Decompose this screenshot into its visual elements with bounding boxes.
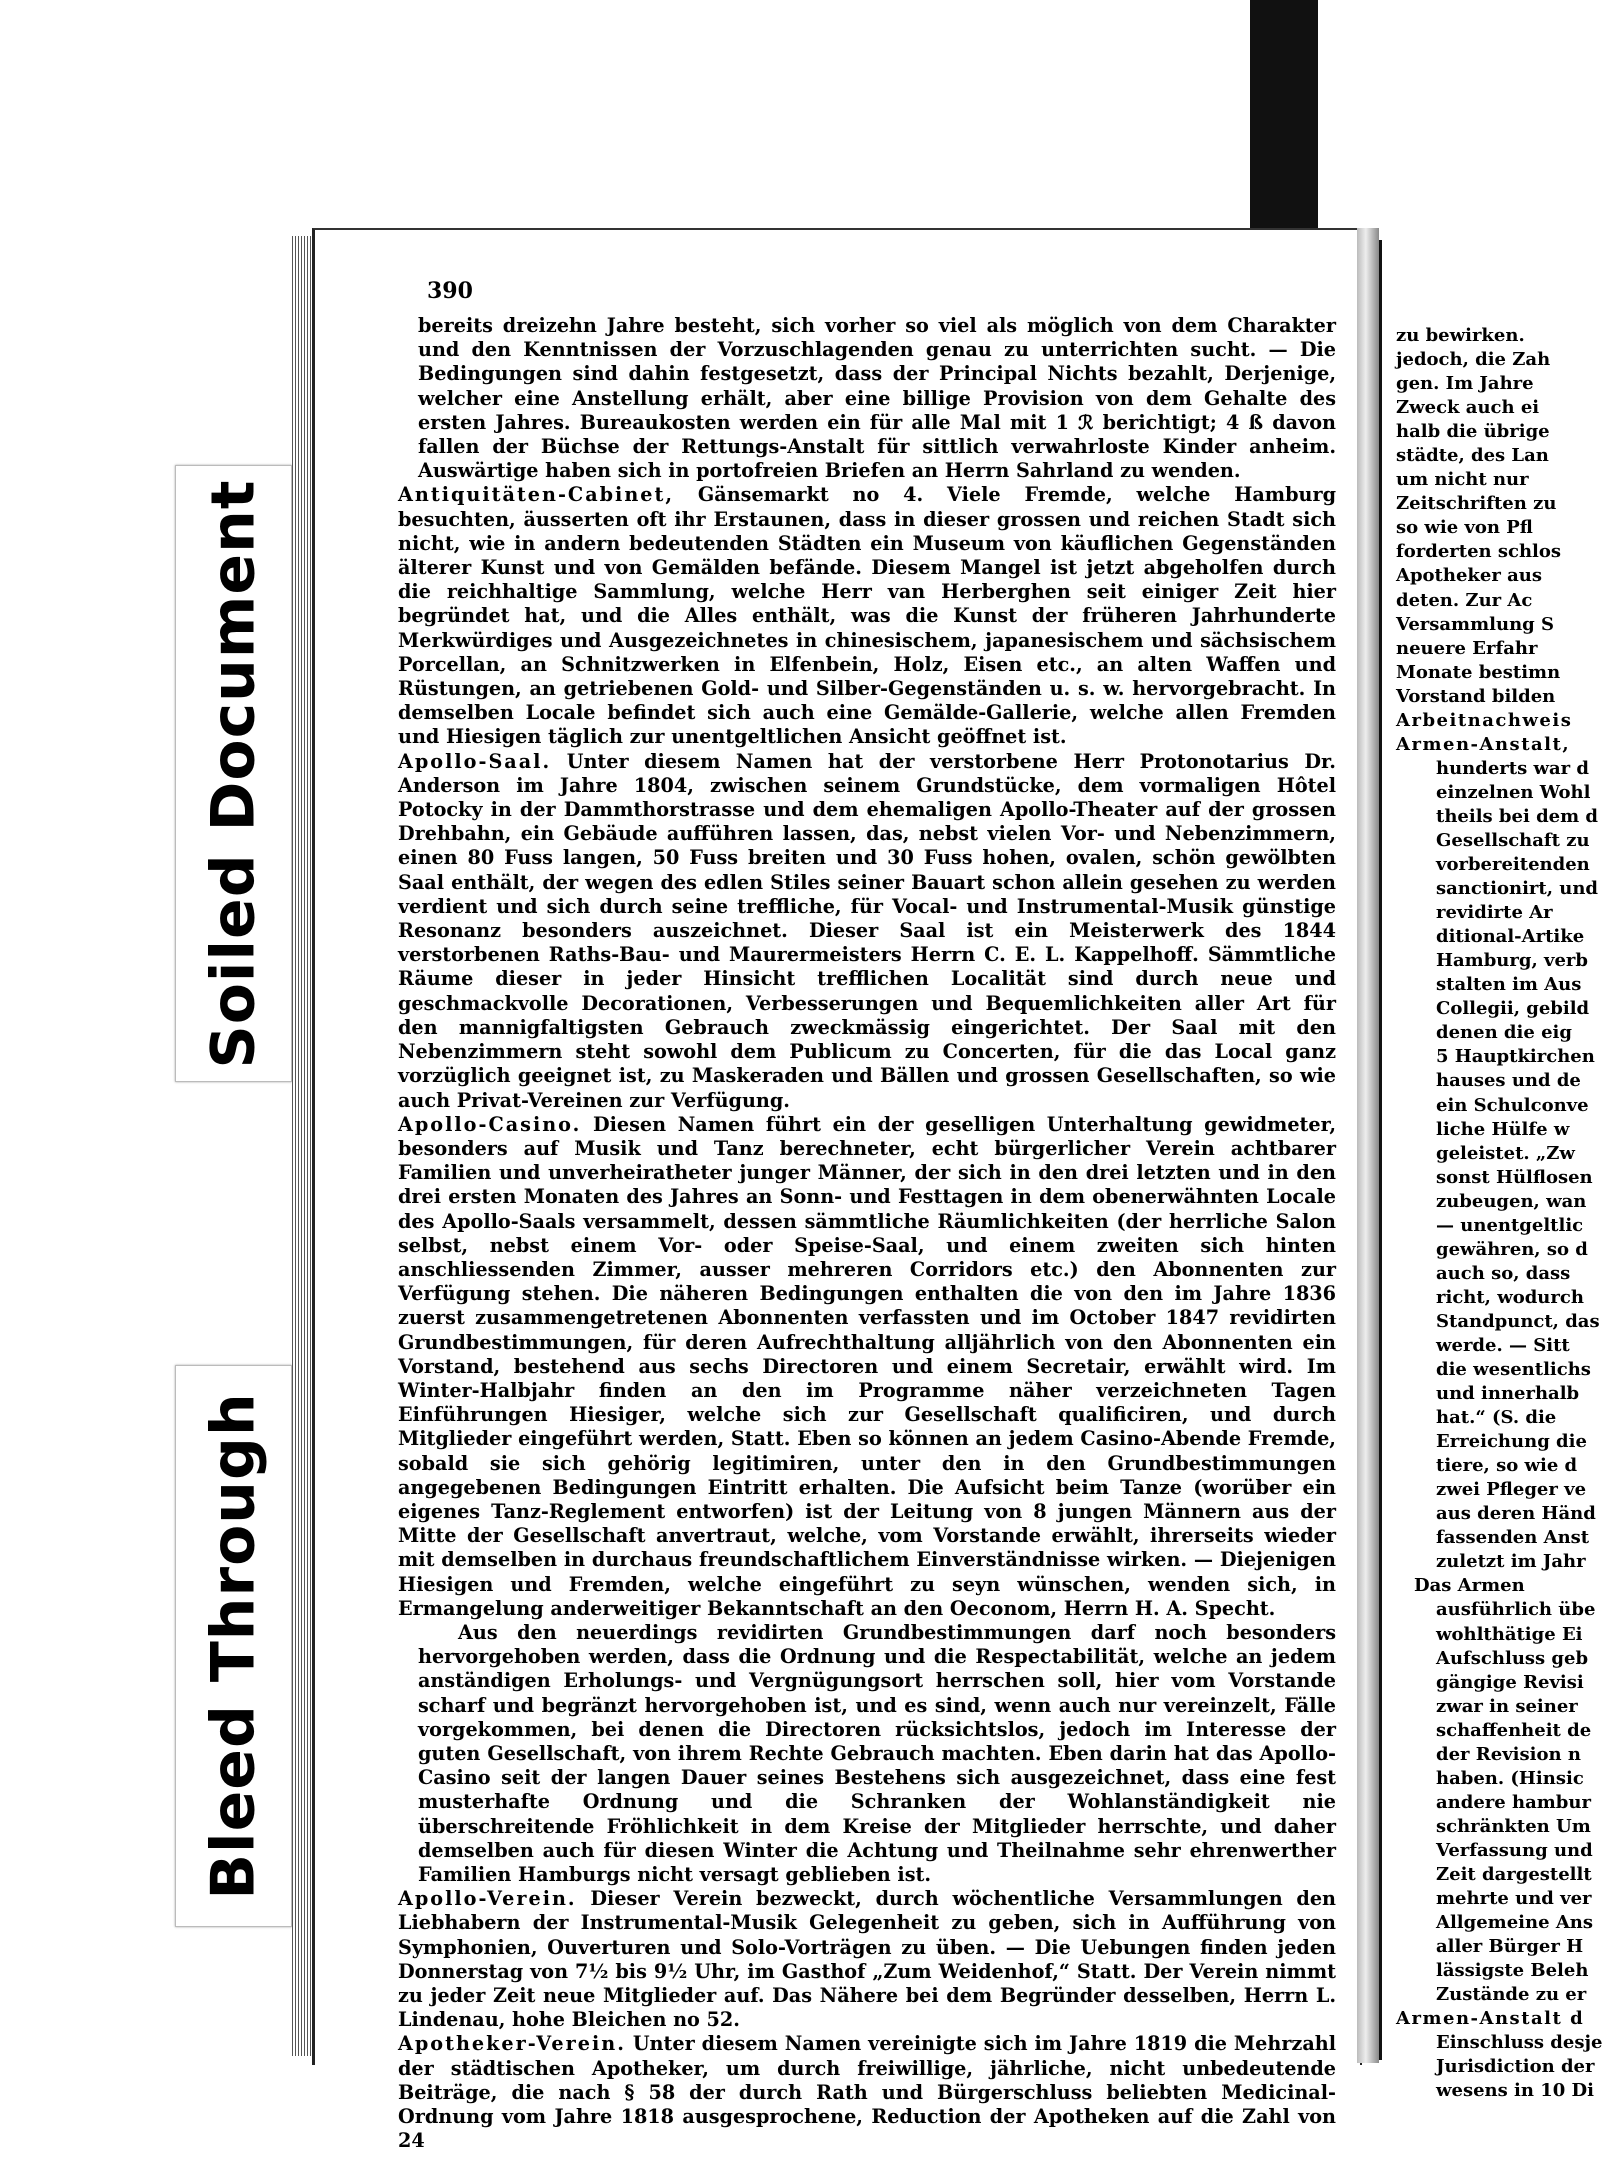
- page-number: 390: [427, 278, 473, 304]
- right-page-line: mehrte und ver: [1436, 1888, 1592, 1910]
- entry-text: Dieser Verein bezweckt, durch wöchentliche Versammlungen den Liebhabern der Instrumental-Musik Gelegenheit zu geben, sich in Aufführung von Symphonien, Ouverturen und Solo-Vorträgen zu üben. — Die Uebungen finden jeden Donnerstag von 7½ bis 9½ Uhr, im Gasthof „Zum Weidenhof,“ Statt. Der Verein nimmt zu jeder Zeit neue Mitglieder auf. Das Nähere bei dem Begründer desselben, Herrn L. Lindenau, hohe Bleichen no 52.: [398, 1887, 1336, 2032]
- right-page-line: zwar in seiner: [1436, 1695, 1578, 1717]
- right-page-line: Versammlung S: [1396, 613, 1555, 635]
- soiled-document-label-text: Soiled Document: [198, 478, 269, 1069]
- right-page-line: 5 Hauptkirchen: [1436, 1046, 1595, 1068]
- right-page-line: die wesentlichs: [1436, 1359, 1591, 1381]
- right-page-line: liche Hülfe w: [1436, 1118, 1570, 1140]
- right-page-line: sonst Hülflosen: [1436, 1166, 1593, 1188]
- right-page-line: lässigste Beleh: [1436, 1960, 1589, 1982]
- right-page-line: schaffenheit de: [1436, 1719, 1592, 1741]
- right-page-line: gen. Im Jahre: [1396, 373, 1534, 395]
- right-page-line: jedoch, die Zah: [1396, 349, 1551, 371]
- right-page-line: Collegii, gebild: [1436, 998, 1590, 1020]
- right-page-line: Arbeitnachweis: [1396, 709, 1573, 731]
- right-page-line: Aufschluss geb: [1436, 1647, 1589, 1669]
- right-page-line: hunderts war d: [1436, 757, 1589, 779]
- right-page-line: und innerhalb: [1436, 1383, 1580, 1405]
- right-page-line: Verfassung und: [1436, 1839, 1593, 1861]
- right-page-line: tiere, so wie d: [1436, 1455, 1578, 1477]
- scan-dark-band: [1250, 0, 1318, 260]
- right-page-line: ein Schulconve: [1436, 1094, 1589, 1116]
- right-page-line: Vorstand bilden: [1396, 685, 1556, 707]
- entry-text: Unter diesem Namen vereinigte sich im Jahre 1819 die Mehrzahl der städtischen Apotheker, um durch freiwillige, jährliche, nicht unbedeutende Beiträge, die nach § 58 der durch Rath und Bürgerschluss beliebten Medicinal-Ordnung vom Jahre 1818 ausgesprochene, Reduction der Apotheken auf die Zahl von 24: [398, 2032, 1336, 2153]
- entry-text: Gänsemarkt no 4. Viele Fremde, welche Hamburg besuchten, äusserten oft ihr Erstaunen, dass in dieser grossen und reichen Stadt sich nicht, wie in andern bedeutenden Städten ein Museum von käuflichen Gegenständen älterer Kunst und von Gemälden befände. Diesem Mangel ist jetzt abgeholfen durch die reichhaltige Sammlung, welche Herr van Herberghen seit einiger Zeit hier begründet hat, und die Alles enthält, was die Kunst der früheren Jahrhunderte Merkwürdiges und Ausgezeichnetes in chinesischem, japanesischem und sächsischem Porcellan, an Schnitzwerken in Elfenbein, Holz, Eisen etc., an alten Waffen und Rüstungen, an getriebenen Gold- und Silber-Gegenständen u. s. w. hervorgebracht. In demselben Locale befindet sich auch eine Gemälde-Gallerie, welche allen Fremden und Hiesigen täglich zur unentgeltlichen Ansicht geöffnet ist.: [398, 483, 1336, 749]
- right-page-line: andere hambur: [1436, 1791, 1591, 1813]
- right-page-line: wesens in 10 Di: [1436, 2080, 1594, 2102]
- right-page-line: forderten schlos: [1396, 541, 1562, 563]
- right-page-line: richt, wodurch: [1436, 1286, 1584, 1308]
- right-page-line: Gesellschaft zu: [1436, 829, 1590, 851]
- right-page-line: auch so, dass: [1436, 1262, 1571, 1284]
- right-page-line: Armen-Anstalt d: [1396, 2008, 1585, 2030]
- right-page-line: stalten im Aus: [1436, 974, 1582, 996]
- right-page-line: zu bewirken.: [1396, 325, 1525, 346]
- bleed-through-label-text: Bleed Through: [198, 1392, 269, 1900]
- right-page-line: wohlthätige Ei: [1436, 1623, 1583, 1645]
- right-page-line: schränkten Um: [1436, 1815, 1591, 1837]
- right-page: [1379, 240, 1603, 2102]
- paragraph: Aus den neuerdings revidirten Grundbestimmungen darf noch besonders hervorgehoben werden, dass die Ordnung und die Respectabilität, welche an jedem anständigen Erholungs- und Vergnügungsort herrschen soll, hier vom Vorstande scharf und begränzt hervorgehoben ist, und es sind, wenn auch nur vereinzelt, Fälle vorgekommen, bei denen die Directoren rücksichtslos, jedoch im Interesse der guten Gesellschaft, von ihrem Rechte Gebrauch machten. Eben darin hat das Apollo-Casino seit der langen Dauer seines Bestehens sich ausgezeichnet, dass eine fest musterhafte Ordnung und die Schranken der Wohlanständigkeit nie überschreitende Fröhlichkeit in dem Kreise der Mitglieder herrschte, und daher demselben auch für diesen Winter die Achtung und Theilnahme sehr ehrenwerther Familien Hamburgs nicht versagt geblieben ist.: [418, 1620, 1336, 1886]
- right-page-line: Jurisdiction der: [1436, 2056, 1595, 2078]
- right-page-line: so wie von Pfl: [1396, 517, 1533, 539]
- right-page-body: [1396, 324, 1616, 2103]
- right-page-line: um nicht nur: [1396, 469, 1529, 491]
- right-page-line: zwei Pfleger ve: [1436, 1479, 1587, 1501]
- right-page-line: Armen-Anstalt,: [1396, 733, 1571, 755]
- left-page: [312, 228, 1362, 2153]
- entry-paragraph: [398, 1113, 1336, 1621]
- right-page-line: halb die übrige: [1396, 421, 1550, 443]
- right-page-line: gewähren, so d: [1436, 1238, 1588, 1260]
- entry-paragraph: [398, 1887, 1336, 2032]
- right-page-line: Allgemeine Ans: [1436, 1912, 1594, 1934]
- entry-heading: Antiquitäten-Cabinet,: [398, 483, 675, 507]
- right-page-line: deten. Zur Ac: [1396, 589, 1533, 611]
- right-page-line: Standpunct, das: [1436, 1310, 1600, 1332]
- soiled-document-label: [175, 465, 292, 1082]
- right-page-line: theils bei dem d: [1436, 805, 1599, 827]
- entry-heading: Apollo-Casino.: [398, 1112, 582, 1136]
- right-page-line: Monate bestimn: [1396, 661, 1561, 683]
- right-page-line: zubeugen, wan: [1436, 1190, 1587, 1212]
- page-edges: [292, 236, 314, 2056]
- bleed-through-label: [175, 1365, 292, 1927]
- page-body: [398, 314, 1336, 2153]
- right-page-line: sanctionirt, und: [1436, 878, 1599, 900]
- entry-paragraph: [398, 483, 1336, 749]
- right-page-line: hauses und de: [1436, 1070, 1581, 1092]
- right-page-line: Zeit dargestellt: [1436, 1864, 1592, 1885]
- right-page-line: Zweck auch ei: [1396, 397, 1540, 419]
- right-page-line: — unentgeltlic: [1436, 1214, 1584, 1236]
- entry-paragraph: [398, 750, 1336, 1113]
- right-page-line: werde. — Sitt: [1436, 1334, 1570, 1356]
- entry-heading: Apotheker-Verein.: [398, 2032, 626, 2056]
- right-page-line: gängige Revisi: [1436, 1671, 1584, 1693]
- right-page-line: Das Armen: [1414, 1575, 1525, 1597]
- right-page-line: aller Bürger H: [1436, 1936, 1584, 1958]
- entry-heading: Apollo-Saal.: [398, 749, 552, 773]
- right-page-line: haben. (Hinsic: [1436, 1767, 1584, 1789]
- entry-text: Unter diesem Namen hat der verstorbene Herr Protonotarius Dr. Anderson im Jahre 1804, zwischen seinem Grundstücke, dem vormaligen Hôtel Potocky in der Dammthorstrasse und dem ehemaligen Apollo-Theater auf der grossen Drehbahn, ein Gebäude aufführen lassen, das, nebst vielen Vor- und Nebenzimmern, einen 80 Fuss langen, 50 Fuss breiten und 30 Fuss hohen, ovalen, schön gewölbten Saal enthält, der wegen des edlen Stiles seiner Bauart schon allein gesehen zu werden verdient und sich durch seine treffliche, für Vocal- und Instrumental-Musik günstige Resonanz besonders auszeichnet. Dieser Saal ist ein Meisterwerk des 1844 verstorbenen Raths-Bau- und Maurermeisters Herrn C. E. L. Kappelhoff. Sämmtliche Räume dieser in jeder Hinsicht trefflichen Localität sind durch neue und geschmackvolle Decorationen, Verbesserungen und Bequemlichkeiten aller Art für den mannigfaltigsten Gebrauch zweckmässig eingerichtet. Der Saal mit den Nebenzimmern steht sowohl dem Publicum zu Concerten, für die das Local ganz vorzüglich geeignet ist, zu Maskeraden und Bällen und grossen Gesellschaften, so wie auch Privat-Vereinen zur Verfügung.: [398, 749, 1336, 1112]
- right-page-line: Zustände zu er: [1436, 1984, 1587, 2006]
- right-page-line: Apotheker aus: [1396, 565, 1542, 587]
- entry-paragraph: [398, 2032, 1336, 2153]
- right-page-line: geleistet. „Zw: [1436, 1142, 1575, 1164]
- right-page-line: Einschluss desje: [1436, 2032, 1603, 2054]
- right-page-line: ditional-Artike: [1436, 926, 1585, 948]
- right-page-line: Erreichung die: [1436, 1431, 1587, 1453]
- right-page-line: neuere Erfahr: [1396, 637, 1538, 659]
- entry-text: Diesen Namen führt ein der geselligen Unterhaltung gewidmeter, besonders auf Musik und Tanz berechneter, echt bürgerlicher Verein achtbarer Familien und unverheiratheter junger Männer, der sich in den drei letzten und in den drei ersten Monaten des Jahres an Sonn- und Festtagen in dem obenerwähnten Locale des Apollo-Saals versammelt, dessen sämmtliche Räumlichkeiten (der herrliche Salon selbst, nebst einem Vor- oder Speise-Saal, und einem zweiten sich hinten anschliessenden Zimmer, ausser mehreren Corridors etc.) den Abonnenten zur Verfügung stehen. Die näheren Bedingungen enthalten die von den im Jahre 1836 zuerst zusammengetretenen Abonnenten verfassten und im October 1847 revidirten Grundbestimmungen, für deren Aufrechthaltung alljährlich von den Abonnenten ein Vorstand, bestehend aus sechs Directoren und einem Secretair, erwählt wird. Im Winter-Halbjahr finden an den im Programme näher verzeichneten Tagen Einführungen Hiesiger, welche sich zur Gesellschaft qualificiren, und durch Mitglieder eingeführt werden, Statt. Eben so können an jedem Casino-Abende Fremde, sobald sie sich gehörig legitimiren, unter den in den Grundbestimmungen angegebenen Bedingungen Eintritt erhalten. Die Aufsicht beim Tanze (worüber ein eigenes Tanz-Reglement entworfen) ist der Leitung von 8 jungen Männern aus der Mitte der Gesellschaft anvertraut, welche, vom Vorstande erwählt, ihrerseits wieder mit demselben in durchaus freundschaftlichem Einverständnisse wirken. — Diejenigen Hiesigen und Fremden, welche eingeführt zu seyn wünschen, wenden sich, in Ermangelung anderweitiger Bekanntschaft an den Oeconom, Herrn H. A. Specht.: [398, 1112, 1336, 1620]
- right-page-line: einzelnen Wohl: [1436, 781, 1591, 803]
- right-page-line: revidirte Ar: [1436, 902, 1553, 924]
- right-page-line: denen die eig: [1436, 1022, 1572, 1044]
- paragraph: bereits dreizehn Jahre besteht, sich vorher so viel als möglich von dem Charakter und den Kenntnissen der Vorzuschlagenden genau zu unterrichten sucht. — Die Bedingungen sind dahin festgesetzt, dass der Principal Nichts bezahlt, Derjenige, welcher eine Anstellung erhält, aber eine billige Provision von dem Gehalte des ersten Jahres. Bureaukosten werden ein für alle Mal mit 1 ℛ berichtigt; 4 ß davon fallen der Büchse der Rettungs-Anstalt für sittlich verwahrloste Kinder anheim. Auswärtige haben sich in portofreien Briefen an Herrn Sahrland zu wenden.: [418, 314, 1336, 483]
- right-page-line: aus deren Händ: [1436, 1503, 1596, 1525]
- right-page-line: Zeitschriften zu: [1396, 493, 1557, 515]
- right-page-line: fassenden Anst: [1436, 1527, 1590, 1549]
- right-page-line: hat.“ (S. die: [1436, 1407, 1557, 1429]
- book-gutter: [1357, 228, 1379, 2063]
- entry-heading: Apollo-Verein.: [398, 1887, 577, 1911]
- right-page-line: zuletzt im Jahr: [1436, 1551, 1586, 1573]
- right-page-line: der Revision n: [1436, 1743, 1581, 1765]
- right-page-line: ausführlich übe: [1436, 1599, 1596, 1621]
- right-page-line: städte, des Lan: [1396, 445, 1549, 467]
- right-page-line: vorbereitenden: [1436, 854, 1590, 876]
- right-page-line: Hamburg, verb: [1436, 950, 1588, 972]
